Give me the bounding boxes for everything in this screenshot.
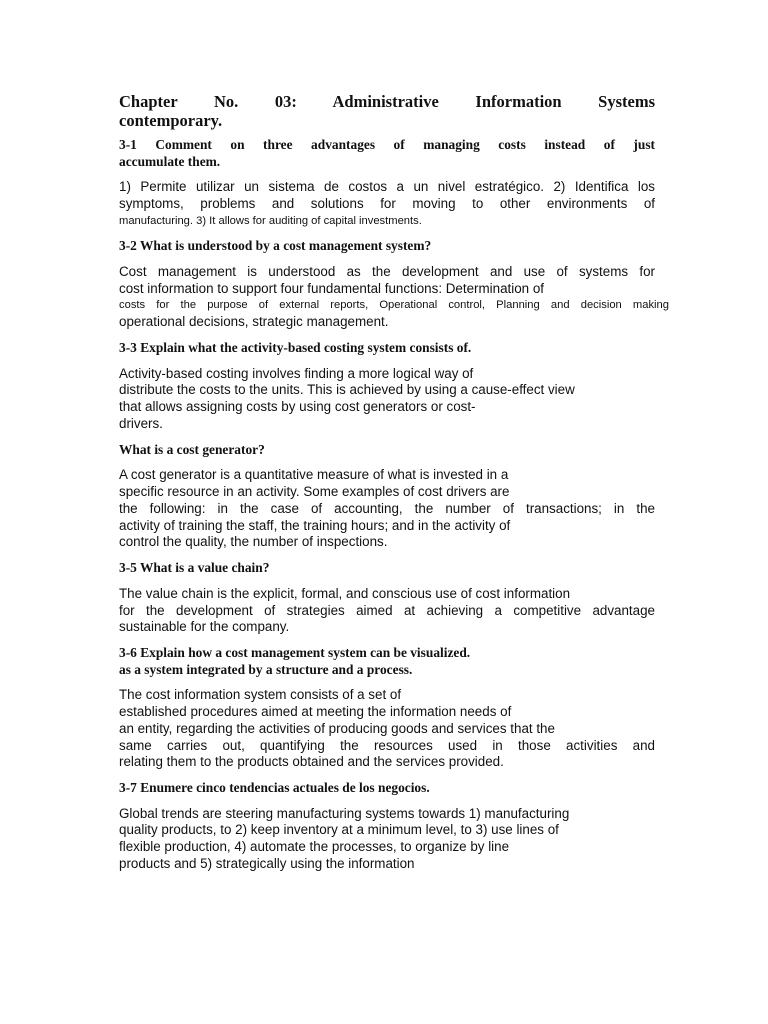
chapter-title [119, 92, 655, 130]
document-page [119, 92, 669, 882]
answer-line: same carries out, quantifying the resources used in those activities and [119, 737, 655, 753]
question-3-1 [119, 137, 655, 170]
chapter-title-line: Chapter No. 03: Administrative Information Systems [119, 92, 655, 111]
answer-line: products and 5) strategically using the information [119, 856, 415, 872]
question-3-5 [119, 560, 655, 577]
question-line: What is a cost generator? [119, 441, 265, 457]
answer-3-1 [119, 179, 655, 229]
question-3-6 [119, 645, 655, 678]
answer-line: distribute the costs to the units. This is achieved by using a cause-effect view [119, 382, 575, 398]
question-cost-generator [119, 442, 655, 459]
chapter-title-line: contemporary. [119, 111, 223, 130]
question-line: 3-6 Explain how a cost management system can be visualized. [119, 645, 471, 661]
answer-line: control the quality, the number of inspections. [119, 534, 388, 550]
answer-3-7 [119, 806, 655, 873]
answer-line: 1) Permite utilizar un sistema de costos a un nivel estratégico. 2) Identifica los [119, 179, 655, 194]
answer-line: quality products, to 2) keep inventory at a minimum level, to 3) use lines of [119, 822, 559, 838]
question-line: 3-7 Enumere cinco tendencias actuales de los negocios. [119, 780, 430, 796]
answer-line: The value chain is the explicit, formal, and conscious use of cost information [119, 585, 571, 601]
answer-line: cost information to support four fundamental functions: Determination of [119, 280, 545, 296]
answer-line: flexible production, 4) automate the processes, to organize by line [119, 839, 510, 855]
answer-line: manufacturing. 3) It allows for auditing of capital investments. [119, 214, 422, 227]
question-line: as a system integrated by a structure and a process. [119, 661, 413, 677]
answer-3-5 [119, 586, 655, 636]
answer-3-6 [119, 687, 655, 771]
answer-3-2 [119, 263, 669, 331]
answer-line: that allows assigning costs by using cost generators or cost- [119, 399, 476, 415]
question-3-3 [119, 340, 655, 357]
answer-line: operational decisions, strategic management. [119, 314, 389, 330]
question-3-2 [119, 238, 655, 255]
question-line: accumulate them. [119, 153, 221, 169]
answer-line: symptoms, problems and solutions for moving to other environments of [119, 195, 655, 211]
answer-line: for the development of strategies aimed at achieving a competitive advantage [119, 602, 655, 618]
answer-line: activity of training the staff, the training hours; and in the activity of [119, 517, 511, 533]
answer-line: specific resource in an activity. Some examples of cost drivers are [119, 484, 510, 500]
answer-line: drivers. [119, 415, 163, 431]
answer-line: Global trends are steering manufacturing systems towards 1) manufacturing [119, 805, 570, 821]
question-line: 3-5 What is a value chain? [119, 560, 270, 576]
answer-line: the following: in the case of accounting, the number of transactions; in the [119, 500, 655, 516]
answer-line: Cost management is understood as the development and use of systems for [119, 263, 655, 279]
answer-line: costs for the purpose of external reports, Operational control, Planning and decision making [119, 299, 669, 312]
answer-line: an entity, regarding the activities of producing goods and services that the [119, 720, 555, 736]
answer-3-3 [119, 366, 655, 433]
answer-line: sustainable for the company. [119, 619, 290, 635]
answer-line: A cost generator is a quantitative measure of what is invested in a [119, 467, 509, 483]
answer-line: established procedures aimed at meeting the information needs of [119, 703, 512, 719]
answer-line: The cost information system consists of a set of [119, 687, 402, 703]
question-line: 3-3 Explain what the activity-based costing system consists of. [119, 340, 472, 356]
question-line: 3-2 What is understood by a cost management system? [119, 238, 432, 254]
answer-line: relating them to the products obtained and the services provided. [119, 754, 504, 770]
answer-line: Activity-based costing involves finding a more logical way of [119, 365, 474, 381]
question-3-7 [119, 780, 655, 797]
question-line: 3-1 Comment on three advantages of managing costs instead of just [119, 137, 655, 152]
answer-cost-generator [119, 467, 655, 551]
